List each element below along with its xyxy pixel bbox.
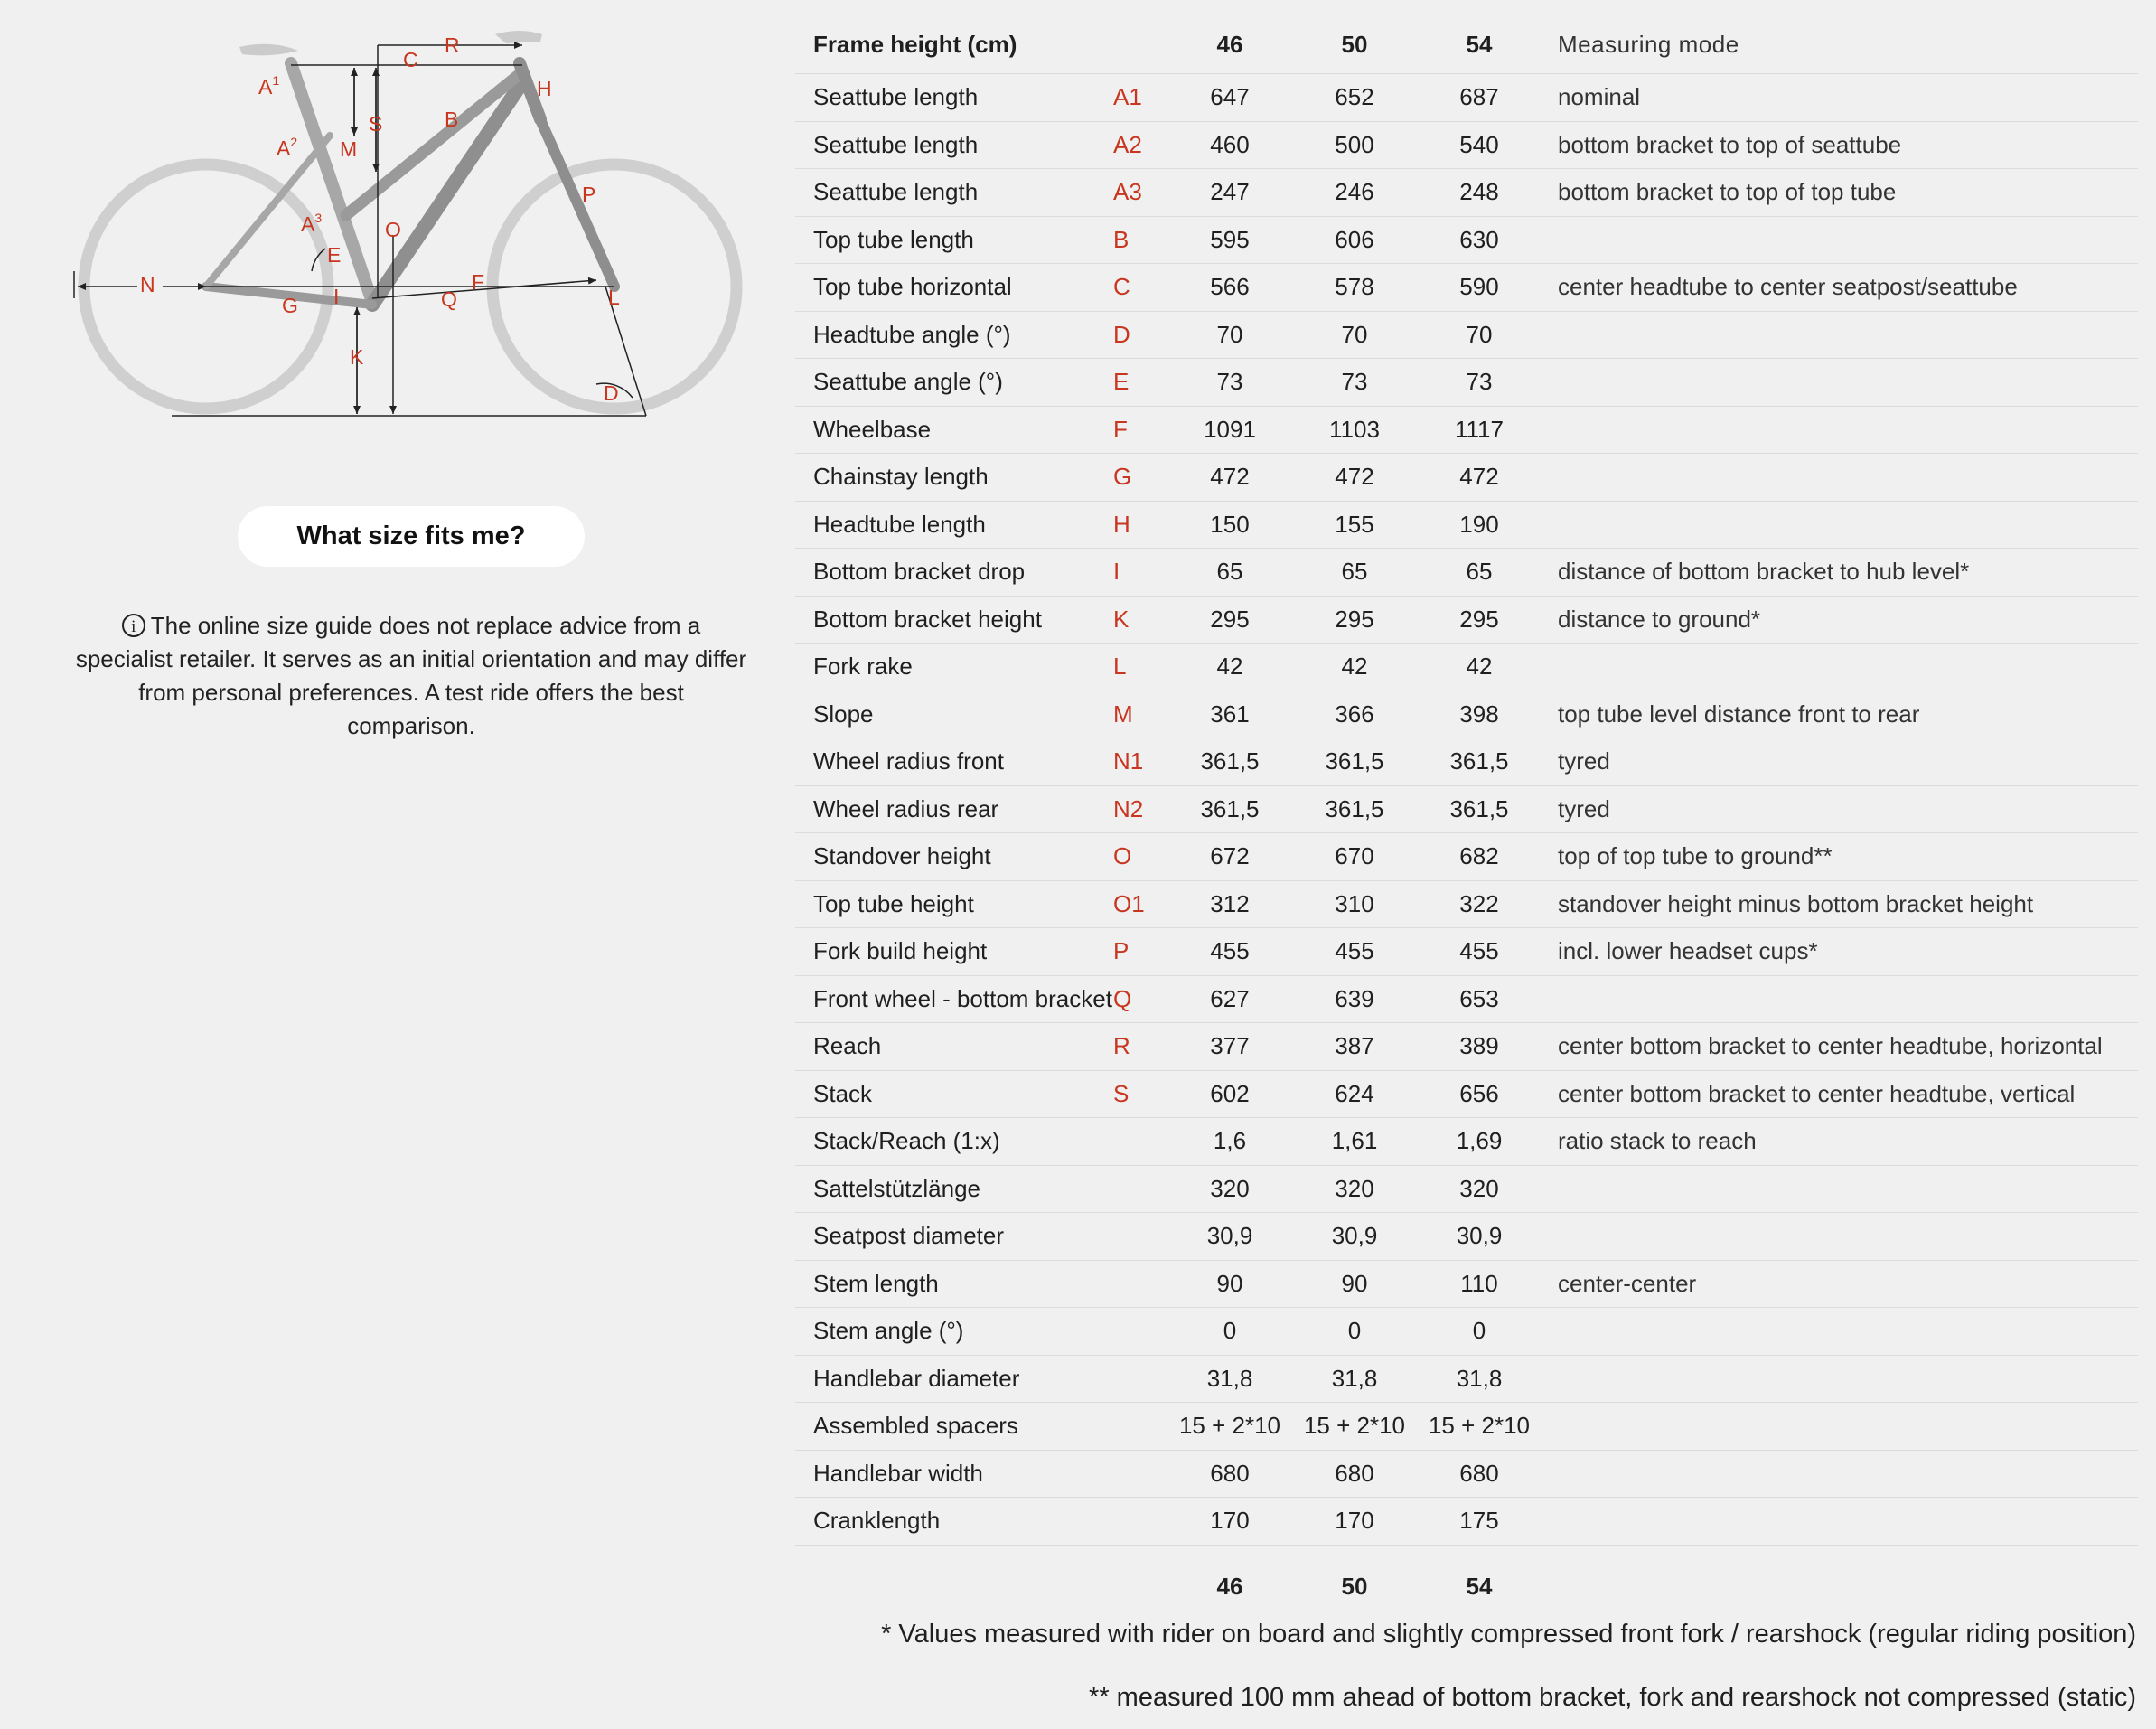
measurement-value: 90 <box>1167 1260 1292 1308</box>
measurement-value: 0 <box>1292 1308 1417 1356</box>
measurement-value: 42 <box>1167 644 1292 691</box>
measurement-code: A3 <box>1113 169 1167 217</box>
measurement-value: 652 <box>1292 74 1417 122</box>
table-row <box>795 121 2138 169</box>
measurement-code <box>1113 1498 1167 1546</box>
measuring-mode <box>1542 1450 2138 1498</box>
measurement-value: 680 <box>1292 1450 1417 1498</box>
label-q: Q <box>441 287 457 311</box>
measuring-mode <box>1542 216 2138 264</box>
measurement-code: B <box>1113 216 1167 264</box>
table-row <box>795 359 2138 407</box>
label-i: I <box>333 285 340 308</box>
measurement-code: O1 <box>1113 880 1167 928</box>
measuring-mode <box>1542 1308 2138 1356</box>
measurement-name: Fork build height <box>795 928 1113 976</box>
measurement-value: 295 <box>1417 596 1542 644</box>
measurement-value: 1091 <box>1167 406 1292 454</box>
measurement-name: Headtube angle (°) <box>795 311 1113 359</box>
measurement-value: 398 <box>1417 691 1542 738</box>
label-s: S <box>369 112 383 136</box>
measurement-name: Stack/Reach (1:x) <box>795 1118 1113 1166</box>
footer-spacer <box>1542 1545 2138 1624</box>
measurement-value: 175 <box>1417 1498 1542 1546</box>
measurement-value: 647 <box>1167 74 1292 122</box>
size-header: 54 <box>1417 16 1542 74</box>
table-row <box>795 1403 2138 1451</box>
measuring-mode: center-center <box>1542 1260 2138 1308</box>
table-row <box>795 1308 2138 1356</box>
measuring-mode: tyred <box>1542 785 2138 833</box>
measurement-value: 472 <box>1417 454 1542 502</box>
measurement-value: 366 <box>1292 691 1417 738</box>
table-row <box>795 1070 2138 1118</box>
measurement-value: 590 <box>1417 264 1542 312</box>
measurement-value: 30,9 <box>1417 1213 1542 1261</box>
measurement-value: 73 <box>1417 359 1542 407</box>
table-row <box>795 1213 2138 1261</box>
footer-size: 50 <box>1341 1573 1368 1600</box>
measurement-value: 387 <box>1292 1023 1417 1071</box>
measurement-value: 1,61 <box>1292 1118 1417 1166</box>
measurement-value: 65 <box>1167 549 1292 597</box>
measurement-value: 65 <box>1417 549 1542 597</box>
measurement-name: Stem length <box>795 1260 1113 1308</box>
table-row <box>795 928 2138 976</box>
label-b: B <box>445 108 459 131</box>
measuring-mode <box>1542 1165 2138 1213</box>
measurement-name: Assembled spacers <box>795 1403 1113 1451</box>
measurement-value: 389 <box>1417 1023 1542 1071</box>
size-finder-button[interactable]: What size fits me? <box>238 506 585 567</box>
table-row <box>795 406 2138 454</box>
table-header-row <box>795 16 2138 74</box>
measurement-value: 680 <box>1417 1450 1542 1498</box>
measuring-mode: tyred <box>1542 738 2138 786</box>
measurement-value: 150 <box>1167 501 1292 549</box>
measurement-code: A1 <box>1113 74 1167 122</box>
measurement-code: F <box>1113 406 1167 454</box>
measurement-name: Handlebar diameter <box>795 1355 1113 1403</box>
measurement-code <box>1113 1308 1167 1356</box>
disclaimer-text: The online size guide does not replace advice from a specialist retailer. It serves as an initial orientation and may differ from personal preferences. A test ride offers the best comparison. <box>75 612 747 739</box>
table-row <box>795 311 2138 359</box>
measuring-mode <box>1542 501 2138 549</box>
measurement-name: Seattube length <box>795 169 1113 217</box>
table-row <box>795 1498 2138 1546</box>
measurement-code: H <box>1113 501 1167 549</box>
measurement-name: Seatpost diameter <box>795 1213 1113 1261</box>
label-m: M <box>340 137 358 161</box>
measurement-value: 455 <box>1167 928 1292 976</box>
measurement-value: 606 <box>1292 216 1417 264</box>
label-p: P <box>582 183 596 206</box>
measurement-name: Bottom bracket drop <box>795 549 1113 597</box>
measuring-mode <box>1542 644 2138 691</box>
footnote-static-measurement: ** measured 100 mm ahead of bottom bracket, fork and rearshock not compressed (static) <box>1089 1683 2136 1712</box>
measurement-value: 639 <box>1292 975 1417 1023</box>
measurement-name: Top tube length <box>795 216 1113 264</box>
measurement-value: 540 <box>1417 121 1542 169</box>
table-footer-row <box>795 1545 2138 1624</box>
measurement-code: S <box>1113 1070 1167 1118</box>
measurement-code: K <box>1113 596 1167 644</box>
measurement-value: 320 <box>1167 1165 1292 1213</box>
measuring-mode: standover height minus bottom bracket height <box>1542 880 2138 928</box>
measurement-name: Stack <box>795 1070 1113 1118</box>
measurement-name: Fork rake <box>795 644 1113 691</box>
measurement-value: 30,9 <box>1167 1213 1292 1261</box>
measurement-value: 247 <box>1167 169 1292 217</box>
measurement-code: L <box>1113 644 1167 691</box>
measurement-code: P <box>1113 928 1167 976</box>
table-row <box>795 264 2138 312</box>
measurement-value: 361,5 <box>1417 738 1542 786</box>
table-row <box>795 1165 2138 1213</box>
table-row <box>795 1023 2138 1071</box>
measurement-value: 377 <box>1167 1023 1292 1071</box>
measurement-value: 630 <box>1417 216 1542 264</box>
measurement-value: 42 <box>1417 644 1542 691</box>
measurement-code <box>1113 1118 1167 1166</box>
label-r: R <box>445 33 460 57</box>
label-a3: $A^3$ <box>301 211 323 236</box>
table-row <box>795 785 2138 833</box>
measurement-value: 1103 <box>1292 406 1417 454</box>
measurement-value: 361,5 <box>1292 785 1417 833</box>
table-row <box>795 549 2138 597</box>
measurement-value: 624 <box>1292 1070 1417 1118</box>
measurement-code: E <box>1113 359 1167 407</box>
measurement-code: D <box>1113 311 1167 359</box>
table-row <box>795 501 2138 549</box>
measurement-value: 455 <box>1292 928 1417 976</box>
measurement-value: 295 <box>1292 596 1417 644</box>
measurement-value: 70 <box>1417 311 1542 359</box>
measurement-value: 190 <box>1417 501 1542 549</box>
measurement-code: C <box>1113 264 1167 312</box>
measurement-value: 361,5 <box>1167 738 1292 786</box>
measurement-value: 320 <box>1292 1165 1417 1213</box>
measurement-value: 680 <box>1167 1450 1292 1498</box>
measuring-mode <box>1542 1355 2138 1403</box>
label-h: H <box>537 77 552 100</box>
table-row <box>795 169 2138 217</box>
measurement-value: 31,8 <box>1292 1355 1417 1403</box>
measurement-name: Slope <box>795 691 1113 738</box>
measuring-mode: distance of bottom bracket to hub level* <box>1542 549 2138 597</box>
table-row <box>795 644 2138 691</box>
table-row <box>795 880 2138 928</box>
measurement-name: Bottom bracket height <box>795 596 1113 644</box>
measurement-code: M <box>1113 691 1167 738</box>
table-row <box>795 1118 2138 1166</box>
measuring-mode <box>1542 1213 2138 1261</box>
measuring-mode <box>1542 406 2138 454</box>
measurement-name: Standover height <box>795 833 1113 881</box>
table-row <box>795 216 2138 264</box>
measurement-value: 73 <box>1292 359 1417 407</box>
footer-size: 46 <box>1216 1573 1243 1600</box>
measurement-value: 361,5 <box>1292 738 1417 786</box>
measurement-value: 295 <box>1167 596 1292 644</box>
measurement-value: 42 <box>1292 644 1417 691</box>
measurement-value: 455 <box>1417 928 1542 976</box>
measurement-value: 361 <box>1167 691 1292 738</box>
measurement-value: 248 <box>1417 169 1542 217</box>
measurement-code: Q <box>1113 975 1167 1023</box>
dimension-letters <box>140 33 620 405</box>
label-c: C <box>403 48 418 71</box>
measurement-value: 73 <box>1167 359 1292 407</box>
measurement-name: Reach <box>795 1023 1113 1071</box>
label-n: N <box>140 273 155 296</box>
measuring-mode: center bottom bracket to center headtube, horizontal <box>1542 1023 2138 1071</box>
measurement-value: 361,5 <box>1167 785 1292 833</box>
footnote-rider-on-board: * Values measured with rider on board and slightly compressed front fork / rearshock (regular riding position) <box>881 1620 2136 1649</box>
measurement-name: Headtube length <box>795 501 1113 549</box>
table-row <box>795 596 2138 644</box>
saddle-and-bar <box>239 31 542 55</box>
measurement-value: 595 <box>1167 216 1292 264</box>
table-row <box>795 1355 2138 1403</box>
measurement-value: 246 <box>1292 169 1417 217</box>
measurement-value: 70 <box>1167 311 1292 359</box>
measurement-value: 15 + 2*10 <box>1167 1403 1292 1451</box>
measuring-mode: top of top tube to ground** <box>1542 833 2138 881</box>
measurement-value: 170 <box>1167 1498 1292 1546</box>
measurement-value: 687 <box>1417 74 1542 122</box>
measurement-value: 15 + 2*10 <box>1292 1403 1417 1451</box>
measurement-name: Cranklength <box>795 1498 1113 1546</box>
measurement-code <box>1113 1450 1167 1498</box>
measurement-name: Top tube height <box>795 880 1113 928</box>
measurement-value: 70 <box>1292 311 1417 359</box>
measurement-value: 682 <box>1417 833 1542 881</box>
label-a2: $A^2$ <box>277 135 298 160</box>
measurement-value: 1,6 <box>1167 1118 1292 1166</box>
measurement-value: 472 <box>1167 454 1292 502</box>
measurement-value: 31,8 <box>1167 1355 1292 1403</box>
measurement-name: Stem angle (°) <box>795 1308 1113 1356</box>
measurement-value: 110 <box>1417 1260 1542 1308</box>
measuring-mode: bottom bracket to top of top tube <box>1542 169 2138 217</box>
table-row <box>795 1260 2138 1308</box>
measurement-value: 670 <box>1292 833 1417 881</box>
size-guide-disclaimer <box>72 609 750 743</box>
measurement-name: Wheelbase <box>795 406 1113 454</box>
measurement-name: Seattube length <box>795 74 1113 122</box>
measurement-value: 65 <box>1292 549 1417 597</box>
measurement-value: 1,69 <box>1417 1118 1542 1166</box>
measurement-value: 310 <box>1292 880 1417 928</box>
label-o: O <box>385 218 401 241</box>
measurement-value: 656 <box>1417 1070 1542 1118</box>
measurement-name: Wheel radius front <box>795 738 1113 786</box>
measuring-mode: bottom bracket to top of seattube <box>1542 121 2138 169</box>
label-f: F <box>472 270 485 294</box>
measuring-mode: distance to ground* <box>1542 596 2138 644</box>
measurement-code <box>1113 1260 1167 1308</box>
measurement-name: Seattube length <box>795 121 1113 169</box>
measurement-value: 361,5 <box>1417 785 1542 833</box>
measurement-value: 653 <box>1417 975 1542 1023</box>
footer-spacer <box>1113 1545 1167 1624</box>
measurement-value: 460 <box>1167 121 1292 169</box>
measuring-mode: center bottom bracket to center headtube, vertical <box>1542 1070 2138 1118</box>
measurement-name: Handlebar width <box>795 1450 1113 1498</box>
measurement-name: Chainstay length <box>795 454 1113 502</box>
measurement-code: R <box>1113 1023 1167 1071</box>
measurement-code: G <box>1113 454 1167 502</box>
measurement-name: Seattube angle (°) <box>795 359 1113 407</box>
measuring-mode <box>1542 975 2138 1023</box>
table-row <box>795 833 2138 881</box>
measuring-mode: ratio stack to reach <box>1542 1118 2138 1166</box>
measurement-code: N2 <box>1113 785 1167 833</box>
label-k: K <box>350 345 364 369</box>
measurement-value: 170 <box>1292 1498 1417 1546</box>
table-row <box>795 691 2138 738</box>
measurement-value: 155 <box>1292 501 1417 549</box>
measurement-value: 0 <box>1167 1308 1292 1356</box>
table-row <box>795 74 2138 122</box>
measurement-value: 672 <box>1167 833 1292 881</box>
measuring-mode <box>1542 1498 2138 1546</box>
frame-height-header: Frame height (cm) <box>795 16 1113 74</box>
measurement-value: 322 <box>1417 880 1542 928</box>
geometry-table <box>795 16 2138 1624</box>
measurement-value: 30,9 <box>1292 1213 1417 1261</box>
measurement-name: Wheel radius rear <box>795 785 1113 833</box>
bike-geometry-diagram <box>68 23 764 429</box>
measurement-code: I <box>1113 549 1167 597</box>
measuring-mode: center headtube to center seatpost/seattube <box>1542 264 2138 312</box>
measurement-value: 31,8 <box>1417 1355 1542 1403</box>
info-icon: i <box>122 614 145 637</box>
table-row <box>795 1450 2138 1498</box>
measurement-code <box>1113 1165 1167 1213</box>
footer-spacer <box>795 1545 1113 1624</box>
measurement-code <box>1113 1355 1167 1403</box>
label-a1: $A^1$ <box>258 73 280 99</box>
measurement-value: 472 <box>1292 454 1417 502</box>
measurement-value: 15 + 2*10 <box>1417 1403 1542 1451</box>
measuring-mode: incl. lower headset cups* <box>1542 928 2138 976</box>
footer-size: 54 <box>1466 1573 1493 1600</box>
measuring-mode <box>1542 311 2138 359</box>
label-l: L <box>608 286 620 309</box>
measuring-mode <box>1542 359 2138 407</box>
measurement-name: Front wheel - bottom bracket <box>795 975 1113 1023</box>
measurement-value: 500 <box>1292 121 1417 169</box>
measurement-code: N1 <box>1113 738 1167 786</box>
measurement-code <box>1113 1213 1167 1261</box>
label-e: E <box>327 243 342 267</box>
table-row <box>795 454 2138 502</box>
measurement-value: 602 <box>1167 1070 1292 1118</box>
measuring-mode <box>1542 454 2138 502</box>
measurement-value: 627 <box>1167 975 1292 1023</box>
size-header: 46 <box>1167 16 1292 74</box>
measurement-value: 320 <box>1417 1165 1542 1213</box>
measuring-mode <box>1542 1403 2138 1451</box>
label-g: G <box>282 294 298 317</box>
label-d: D <box>604 381 619 405</box>
table-row <box>795 738 2138 786</box>
measurement-code: A2 <box>1113 121 1167 169</box>
measuring-mode-header: Measuring mode <box>1542 16 2138 74</box>
measurement-value: 0 <box>1417 1308 1542 1356</box>
measurement-value: 90 <box>1292 1260 1417 1308</box>
measurement-value: 1117 <box>1417 406 1542 454</box>
measurement-name: Top tube horizontal <box>795 264 1113 312</box>
measuring-mode: nominal <box>1542 74 2138 122</box>
measurement-name: Sattelstützlänge <box>795 1165 1113 1213</box>
measurement-value: 312 <box>1167 880 1292 928</box>
measuring-mode: top tube level distance front to rear <box>1542 691 2138 738</box>
measurement-value: 566 <box>1167 264 1292 312</box>
measurement-code <box>1113 1403 1167 1451</box>
measurement-code: O <box>1113 833 1167 881</box>
size-header: 50 <box>1292 16 1417 74</box>
measurement-value: 578 <box>1292 264 1417 312</box>
code-header <box>1113 16 1167 74</box>
table-row <box>795 975 2138 1023</box>
